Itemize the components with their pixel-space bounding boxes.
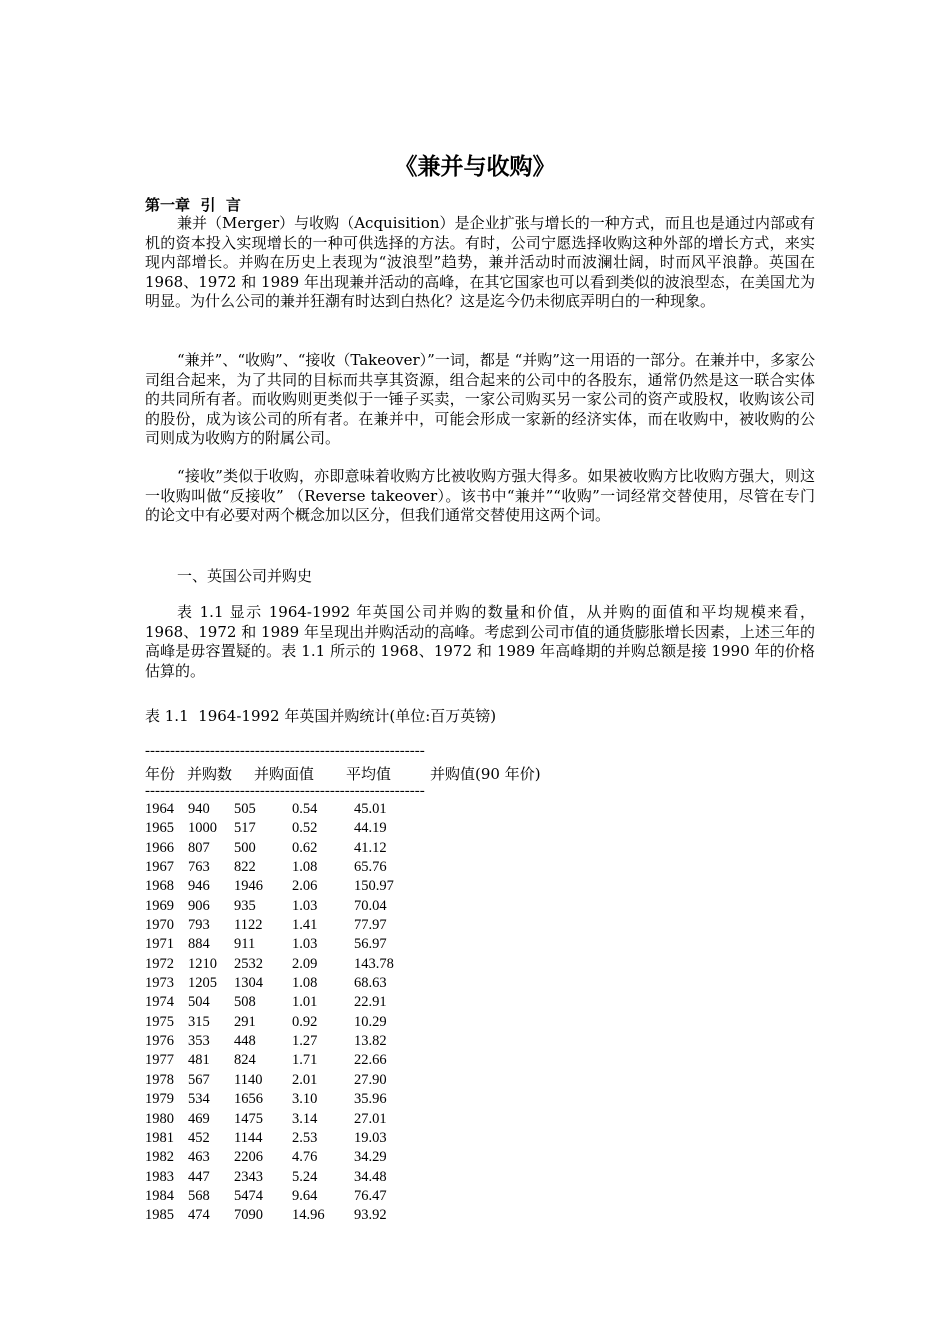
cell-average: 2.06 [292, 878, 318, 895]
table-body [145, 801, 565, 1227]
cell-value-1990: 44.19 [354, 820, 387, 837]
cell-value-1990: 19.03 [354, 1129, 387, 1146]
cell-face-value: 517 [234, 820, 256, 837]
table-row [145, 1091, 565, 1110]
cell-count: 906 [188, 897, 210, 914]
cell-average: 2.53 [292, 1129, 318, 1146]
cell-year: 1967 [145, 859, 174, 876]
cell-year: 1985 [145, 1207, 174, 1224]
cell-average: 14.96 [292, 1207, 325, 1224]
section-heading: 一、英国公司并购史 [177, 567, 313, 585]
cell-year: 1982 [145, 1149, 174, 1166]
cell-face-value: 1304 [234, 975, 263, 992]
table-row [145, 917, 565, 936]
cell-value-1990: 150.97 [354, 878, 394, 895]
cell-year: 1980 [145, 1110, 174, 1127]
cell-face-value: 911 [234, 936, 256, 953]
cell-year: 1971 [145, 936, 174, 953]
cell-year: 1964 [145, 801, 174, 817]
cell-count: 946 [188, 878, 210, 895]
table-row [145, 956, 565, 975]
cell-value-1990: 22.66 [354, 1052, 387, 1069]
cell-year: 1965 [145, 820, 174, 837]
header-average: 平均值 [346, 765, 392, 783]
table-row [145, 1033, 565, 1052]
cell-year: 1966 [145, 839, 174, 856]
cell-year: 1970 [145, 917, 174, 934]
cell-count: 315 [188, 1013, 210, 1030]
table-top-rule: -------------------------------------------------------- [145, 744, 425, 758]
paragraph-history: 表 1.1 显示 1964-1992 年英国公司并购的数量和价值，从并购的面值和平均规模来看，1968、1972 和 1989 年呈现出并购活动的高峰。考虑到公司市值的通货膨胀增长因素，上述三年的高峰是毋容置疑的。表 1.1 所示的 1968、1972 和 1989 年高峰期的并购总额是接 1990 年的价格估算的。 [145, 603, 815, 680]
table-row [145, 820, 565, 839]
cell-face-value: 508 [234, 994, 256, 1011]
cell-average: 1.08 [292, 859, 318, 876]
cell-average: 0.62 [292, 839, 318, 856]
cell-year: 1972 [145, 955, 174, 972]
cell-average: 3.14 [292, 1110, 318, 1127]
cell-year: 1979 [145, 1091, 174, 1108]
cell-face-value: 822 [234, 859, 256, 876]
cell-average: 2.01 [292, 1071, 318, 1088]
cell-year: 1973 [145, 975, 174, 992]
cell-face-value: 2532 [234, 955, 263, 972]
cell-value-1990: 22.91 [354, 994, 387, 1011]
table-row [145, 1188, 565, 1207]
cell-count: 567 [188, 1071, 210, 1088]
cell-count: 452 [188, 1129, 210, 1146]
cell-average: 1.01 [292, 994, 318, 1011]
cell-year: 1974 [145, 994, 174, 1011]
cell-count: 447 [188, 1168, 210, 1185]
cell-year: 1968 [145, 878, 174, 895]
cell-face-value: 1656 [234, 1091, 263, 1108]
cell-face-value: 5474 [234, 1187, 263, 1204]
cell-count: 568 [188, 1187, 210, 1204]
table-row [145, 1072, 565, 1091]
paragraph-definitions: “兼并”、“收购”、“接收（Takeover）”一词，都是 “并购”这一用语的一部分。在兼并中，多家公司组合起来，为了共同的目标而共享其资源，组合起来的公司中的各股东，通常仍然是这一联合实体的共同所有者。而收购则更类似于一锤子买卖，一家公司购买另一家公司的资产或股权，收购该公司的股份，成为该公司的所有者。在兼并中，可能会形成一家新的经济实体，而在收购中，被收购的公司则成为收购方的附属公司。 [145, 351, 815, 447]
cell-face-value: 7090 [234, 1207, 263, 1224]
cell-face-value: 2343 [234, 1168, 263, 1185]
cell-average: 3.10 [292, 1091, 318, 1108]
cell-value-1990: 93.92 [354, 1207, 387, 1224]
cell-value-1990: 34.29 [354, 1149, 387, 1166]
document-title: 《兼并与收购》 [394, 154, 556, 180]
cell-count: 481 [188, 1052, 210, 1069]
table-row [145, 1207, 565, 1226]
cell-average: 1.03 [292, 936, 318, 953]
cell-year: 1981 [145, 1129, 174, 1146]
cell-year: 1975 [145, 1013, 174, 1030]
cell-count: 469 [188, 1110, 210, 1127]
cell-count: 353 [188, 1033, 210, 1050]
cell-value-1990: 76.47 [354, 1187, 387, 1204]
cell-count: 463 [188, 1149, 210, 1166]
cell-value-1990: 68.63 [354, 975, 387, 992]
table-row [145, 1111, 565, 1130]
cell-face-value: 824 [234, 1052, 256, 1069]
cell-count: 1000 [188, 820, 217, 837]
table-row [145, 1149, 565, 1168]
cell-average: 1.41 [292, 917, 318, 934]
cell-year: 1977 [145, 1052, 174, 1069]
table-row [145, 994, 565, 1013]
cell-value-1990: 45.01 [354, 801, 387, 817]
cell-face-value: 1144 [234, 1129, 263, 1146]
cell-value-1990: 35.96 [354, 1091, 387, 1108]
cell-year: 1984 [145, 1187, 174, 1204]
cell-count: 940 [188, 801, 210, 817]
cell-count: 474 [188, 1207, 210, 1224]
cell-face-value: 2206 [234, 1149, 263, 1166]
cell-average: 1.03 [292, 897, 318, 914]
cell-value-1990: 13.82 [354, 1033, 387, 1050]
cell-face-value: 500 [234, 839, 256, 856]
table-header-rule: -------------------------------------------------------- [145, 784, 425, 798]
cell-year: 1969 [145, 897, 174, 914]
paragraph-takeover: “接收”类似于收购，亦即意味着收购方比被收购方强大得多。如果被收购方比收购方强大，则这一收购叫做“反接收” （Reverse takeover）。该书中“兼并”“收购”一词经常交替使用，尽管在专门的论文中有必要对两个概念加以区分，但我们通常交替使用这两个词。 [145, 467, 815, 524]
cell-average: 9.64 [292, 1187, 318, 1204]
cell-value-1990: 70.04 [354, 897, 387, 914]
cell-count: 1210 [188, 955, 217, 972]
cell-value-1990: 34.48 [354, 1168, 387, 1185]
cell-count: 793 [188, 917, 210, 934]
header-face-value: 并购面值 [254, 765, 315, 783]
cell-value-1990: 77.97 [354, 917, 387, 934]
cell-year: 1978 [145, 1071, 174, 1088]
cell-average: 0.54 [292, 801, 318, 817]
cell-face-value: 935 [234, 897, 256, 914]
table-header [145, 763, 645, 783]
cell-average: 1.27 [292, 1033, 318, 1050]
header-year: 年份 [145, 765, 176, 783]
cell-average: 4.76 [292, 1149, 318, 1166]
cell-face-value: 448 [234, 1033, 256, 1050]
cell-value-1990: 41.12 [354, 839, 387, 856]
paragraph-intro: 兼并（Merger）与收购（Acquisition）是企业扩张与增长的一种方式，而且也是通过内部或有机的资本投入实现增长的一种可供选择的方法。有时，公司宁愿选择收购这种外部的增长方式，来实现内部增长。并购在历史上表现为“波浪型”趋势，兼并活动时而波澜壮阔，时而风平浪静。英国在 1968、1972 和 1989 年出现兼并活动的高峰，在其它国家也可以看到类似的波浪型态，在美国尤为明显。为什么公司的兼并狂潮有时达到白热化？这是迄今仍未彻底弄明白的一种现象。 [145, 214, 815, 310]
cell-value-1990: 10.29 [354, 1013, 387, 1030]
table-row [145, 859, 565, 878]
cell-face-value: 1140 [234, 1071, 263, 1088]
cell-value-1990: 27.01 [354, 1110, 387, 1127]
cell-face-value: 505 [234, 801, 256, 817]
table-row [145, 801, 565, 820]
cell-year: 1976 [145, 1033, 174, 1050]
cell-value-1990: 56.97 [354, 936, 387, 953]
cell-average: 0.52 [292, 820, 318, 837]
table-row [145, 1052, 565, 1071]
cell-value-1990: 27.90 [354, 1071, 387, 1088]
cell-average: 1.08 [292, 975, 318, 992]
cell-average: 1.71 [292, 1052, 318, 1069]
table-row [145, 878, 565, 897]
cell-count: 534 [188, 1091, 210, 1108]
cell-year: 1983 [145, 1168, 174, 1185]
cell-average: 0.92 [292, 1013, 318, 1030]
table-caption: 表 1.1 1964-1992 年英国并购统计(单位:百万英镑) [145, 707, 497, 725]
cell-count: 884 [188, 936, 210, 953]
cell-face-value: 291 [234, 1013, 256, 1030]
table-row [145, 1014, 565, 1033]
header-value-1990-prices: 并购值(90 年价) [430, 765, 541, 783]
table-row [145, 936, 565, 955]
cell-count: 807 [188, 839, 210, 856]
table-row [145, 1169, 565, 1188]
cell-count: 1205 [188, 975, 217, 992]
header-count: 并购数 [187, 765, 233, 783]
cell-average: 5.24 [292, 1168, 318, 1185]
cell-face-value: 1946 [234, 878, 263, 895]
cell-count: 763 [188, 859, 210, 876]
cell-average: 2.09 [292, 955, 318, 972]
chapter-heading: 第一章 引 言 [145, 196, 241, 214]
table-row [145, 1130, 565, 1149]
cell-value-1990: 65.76 [354, 859, 387, 876]
cell-face-value: 1122 [234, 917, 263, 934]
cell-value-1990: 143.78 [354, 955, 394, 972]
table-row [145, 840, 565, 859]
cell-face-value: 1475 [234, 1110, 263, 1127]
cell-count: 504 [188, 994, 210, 1011]
table-row [145, 898, 565, 917]
table-row [145, 975, 565, 994]
